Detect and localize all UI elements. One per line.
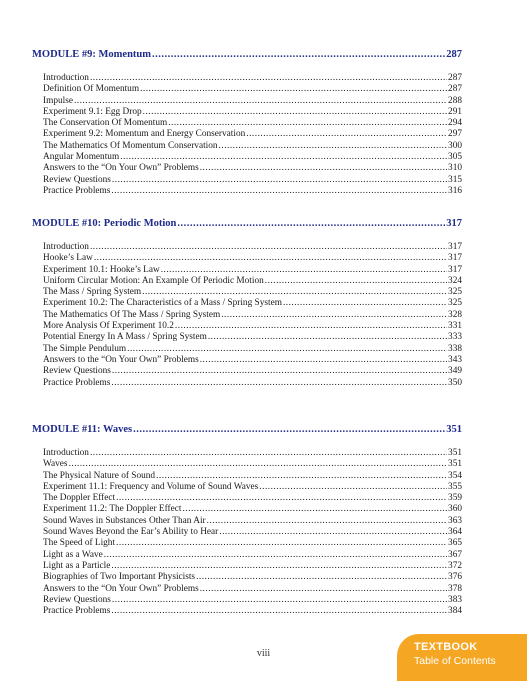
dot-leader xyxy=(90,73,447,84)
entry-page: 310 xyxy=(448,163,462,174)
entry-title: Waves xyxy=(43,459,68,470)
entry-title: Sound Waves in Substances Other Than Air xyxy=(43,515,206,526)
toc-entry[interactable] xyxy=(43,538,462,549)
module-heading-11[interactable] xyxy=(32,423,462,437)
entry-title: Definition Of Momentum xyxy=(43,84,140,95)
toc-entry[interactable] xyxy=(43,378,462,389)
toc-entry[interactable] xyxy=(43,107,462,118)
entry-page: 288 xyxy=(448,95,462,106)
entry-title: Review Questions xyxy=(43,174,111,185)
dot-leader xyxy=(156,471,447,482)
module-page: 287 xyxy=(446,49,462,60)
dot-leader xyxy=(127,344,447,355)
entry-title: The Physical Nature of Sound xyxy=(43,470,156,481)
entry-title: Answers to the “On Your Own” Problems xyxy=(43,354,199,365)
dot-leader xyxy=(283,298,447,309)
toc-entry[interactable] xyxy=(43,242,462,253)
module-10-entries xyxy=(43,242,462,389)
entry-title: The Mass / Spring System xyxy=(43,287,142,298)
entry-title: Introduction xyxy=(43,448,89,458)
toc-entry[interactable] xyxy=(43,96,462,107)
dot-leader xyxy=(200,355,447,366)
dot-leader xyxy=(152,48,445,62)
toc-entry[interactable] xyxy=(43,321,462,332)
toc-entry[interactable] xyxy=(43,459,462,470)
module-title: MODULE #9: Momentum xyxy=(32,49,151,60)
dot-leader xyxy=(142,287,447,298)
module-heading-9[interactable] xyxy=(32,48,462,62)
entry-title: The Mathematics Of The Mass / Spring System xyxy=(43,309,221,320)
entry-page: 324 xyxy=(448,275,462,286)
toc-entry[interactable] xyxy=(43,253,462,264)
toc-entry[interactable] xyxy=(43,482,462,493)
dot-leader xyxy=(200,584,447,595)
entry-title: Practice Problems xyxy=(43,606,111,617)
module-title: MODULE #11: Waves xyxy=(32,424,133,435)
entry-page: 317 xyxy=(448,253,462,264)
entry-page: 351 xyxy=(448,459,462,470)
badge-title: TEXTBOOK xyxy=(414,641,478,653)
entry-page: 378 xyxy=(448,583,462,594)
dot-leader xyxy=(221,310,447,321)
dot-leader xyxy=(90,242,447,253)
module-9-entries xyxy=(43,73,462,197)
entry-page: 351 xyxy=(448,448,462,458)
toc-entry[interactable] xyxy=(43,141,462,152)
entry-title: Review Questions xyxy=(43,594,111,605)
toc-entry[interactable] xyxy=(43,572,462,583)
toc-entry[interactable] xyxy=(43,516,462,527)
entry-page: 349 xyxy=(448,366,462,377)
entry-page: 360 xyxy=(448,504,462,515)
entry-page: 365 xyxy=(448,538,462,549)
toc-entry[interactable] xyxy=(43,129,462,140)
dot-leader xyxy=(208,332,447,343)
dot-leader xyxy=(200,163,447,174)
toc-entry[interactable] xyxy=(43,265,462,276)
toc-entry[interactable] xyxy=(43,561,462,572)
entry-title: Experiment 11.2: The Doppler Effect xyxy=(43,504,182,515)
entry-title: Experiment 11.1: Frequency and Volume of Sound Waves xyxy=(43,481,259,492)
entry-title: The Conservation Of Momentum xyxy=(43,118,168,129)
entry-page: 333 xyxy=(448,332,462,343)
dot-leader xyxy=(104,550,447,561)
entry-title: The Simple Pendulum xyxy=(43,343,127,354)
entry-title: Angular Momentum xyxy=(43,152,120,163)
entry-title: More Analysis Of Experiment 10.2 xyxy=(43,321,174,332)
toc-entry[interactable] xyxy=(43,186,462,197)
dot-leader xyxy=(219,141,448,152)
entry-title: Practice Problems xyxy=(43,377,111,388)
toc-entry[interactable] xyxy=(43,310,462,321)
entry-page: 355 xyxy=(448,481,462,492)
entry-page: 364 xyxy=(448,527,462,538)
entry-title: Experiment 9.2: Momentum and Energy Conservation xyxy=(43,129,246,140)
toc-entry[interactable] xyxy=(43,550,462,561)
toc-entry[interactable] xyxy=(43,595,462,606)
entry-page: 325 xyxy=(448,298,462,309)
toc-entry[interactable] xyxy=(43,448,462,459)
toc-entry[interactable] xyxy=(43,118,462,129)
page-number: viii xyxy=(256,648,271,659)
dot-leader xyxy=(111,186,447,197)
entry-page: 359 xyxy=(448,493,462,504)
entry-title: Review Questions xyxy=(43,366,111,377)
entry-page: 354 xyxy=(448,470,462,481)
entry-title: Light as a Wave xyxy=(43,549,103,560)
dot-leader xyxy=(111,378,447,389)
entry-page: 343 xyxy=(448,354,462,365)
entry-title: Potential Energy In A Mass / Spring System xyxy=(43,332,207,343)
entry-page: 367 xyxy=(448,549,462,560)
toc-entry[interactable] xyxy=(43,84,462,95)
entry-title: The Speed of Light xyxy=(43,538,116,549)
dot-leader xyxy=(175,321,447,332)
dot-leader xyxy=(90,448,447,459)
entry-page: 363 xyxy=(448,515,462,526)
dot-leader xyxy=(246,129,447,140)
toc-entry[interactable] xyxy=(43,175,462,186)
toc-entry[interactable] xyxy=(43,287,462,298)
entry-page: 315 xyxy=(448,174,462,185)
entry-title: Light as a Particle xyxy=(43,560,111,571)
dot-leader xyxy=(259,482,447,493)
dot-leader xyxy=(112,175,447,186)
entry-title: Answers to the “On Your Own” Problems xyxy=(43,583,199,594)
toc-entry[interactable] xyxy=(43,527,462,538)
entry-page: 287 xyxy=(448,84,462,95)
dot-leader xyxy=(116,538,447,549)
entry-page: 384 xyxy=(448,606,462,617)
module-page: 317 xyxy=(446,218,462,229)
dot-leader xyxy=(161,265,447,276)
entry-title: Hooke’s Law xyxy=(43,253,93,264)
toc-entry[interactable] xyxy=(43,355,462,366)
dot-leader xyxy=(112,366,447,377)
dot-leader xyxy=(168,118,447,129)
entry-page: 317 xyxy=(448,264,462,275)
dot-leader xyxy=(111,606,447,617)
entry-page: 300 xyxy=(448,140,462,151)
entry-title: Uniform Circular Motion: An Example Of Periodic Motion xyxy=(43,275,264,286)
textbook-toc-badge[interactable] xyxy=(397,634,527,681)
entry-title: Introduction xyxy=(43,242,89,252)
dot-leader xyxy=(207,516,447,527)
entry-page: 383 xyxy=(448,594,462,605)
dot-leader xyxy=(143,107,447,118)
entry-page: 316 xyxy=(448,185,462,196)
badge-subtitle: Table of Contents xyxy=(414,655,496,667)
dot-leader xyxy=(133,423,445,437)
dot-leader xyxy=(116,493,447,504)
entry-page: 287 xyxy=(448,73,462,83)
dot-leader xyxy=(196,572,447,583)
entry-title: Experiment 9.1: Egg Drop xyxy=(43,106,142,117)
toc-entry[interactable] xyxy=(43,73,462,84)
entry-title: The Doppler Effect xyxy=(43,493,116,504)
toc-entry[interactable] xyxy=(43,493,462,504)
dot-leader xyxy=(112,595,447,606)
toc-entry[interactable] xyxy=(43,152,462,163)
entry-title: Introduction xyxy=(43,73,89,83)
entry-title: Experiment 10.1: Hooke’s Law xyxy=(43,264,160,275)
dot-leader xyxy=(177,217,445,231)
entry-page: 331 xyxy=(448,321,462,332)
entry-page: 328 xyxy=(448,309,462,320)
toc-entry[interactable] xyxy=(43,504,462,515)
dot-leader xyxy=(69,459,447,470)
dot-leader xyxy=(74,96,447,107)
entry-page: 350 xyxy=(448,377,462,388)
module-heading-10[interactable] xyxy=(32,217,462,231)
toc-entry[interactable] xyxy=(43,606,462,617)
entry-title: Practice Problems xyxy=(43,185,111,196)
module-11-entries xyxy=(43,448,462,617)
entry-page: 294 xyxy=(448,118,462,129)
entry-page: 297 xyxy=(448,129,462,140)
entry-title: Experiment 10.2: The Characteristics of a Mass / Spring System xyxy=(43,298,282,309)
toc-entry[interactable] xyxy=(43,163,462,174)
dot-leader xyxy=(120,152,447,163)
entry-page: 325 xyxy=(448,287,462,298)
dot-leader xyxy=(111,561,447,572)
dot-leader xyxy=(140,84,447,95)
toc-entry[interactable] xyxy=(43,584,462,595)
toc-entry[interactable] xyxy=(43,366,462,377)
entry-title: Biographies of Two Important Physicists xyxy=(43,572,196,583)
entry-title: Impulse xyxy=(43,95,73,106)
toc-entry[interactable] xyxy=(43,276,462,287)
dot-leader xyxy=(265,276,447,287)
entry-title: The Mathematics Of Momentum Conservation xyxy=(43,140,218,151)
entry-page: 291 xyxy=(448,106,462,117)
entry-title: Sound Waves Beyond the Ear’s Ability to Hear xyxy=(43,527,219,538)
entry-page: 305 xyxy=(448,152,462,163)
module-title: MODULE #10: Periodic Motion xyxy=(32,218,177,229)
toc-entry[interactable] xyxy=(43,471,462,482)
toc-entry[interactable] xyxy=(43,332,462,343)
toc-entry[interactable] xyxy=(43,344,462,355)
dot-leader xyxy=(94,253,447,264)
dot-leader xyxy=(182,504,447,515)
entry-page: 372 xyxy=(448,560,462,571)
entry-title: Answers to the “On Your Own” Problems xyxy=(43,163,199,174)
toc-entry[interactable] xyxy=(43,298,462,309)
entry-page: 376 xyxy=(448,572,462,583)
entry-page: 317 xyxy=(448,242,462,252)
module-page: 351 xyxy=(446,424,462,435)
entry-page: 338 xyxy=(448,343,462,354)
dot-leader xyxy=(219,527,447,538)
